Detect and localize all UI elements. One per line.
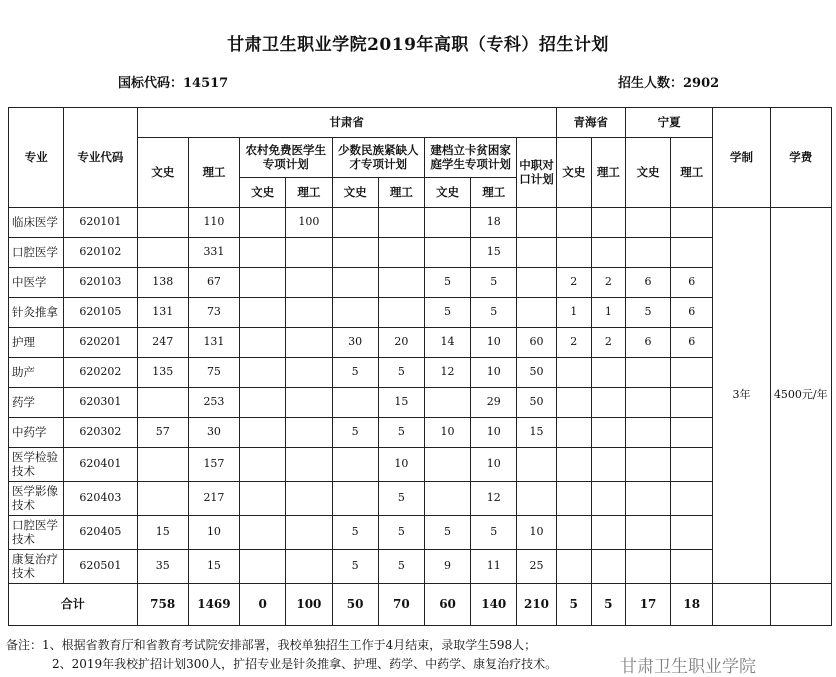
- cell: [240, 516, 286, 550]
- total-cell: 0: [240, 584, 286, 626]
- cell: [671, 208, 713, 238]
- cell: [332, 208, 378, 238]
- col-minority-li: 理工: [378, 178, 424, 208]
- cell: 131: [188, 328, 239, 358]
- cell: 50: [517, 358, 556, 388]
- col-rural-wen: 文史: [240, 178, 286, 208]
- cell: 15: [137, 516, 188, 550]
- col-vocational: 中职对口计划: [517, 138, 556, 208]
- cell: [517, 208, 556, 238]
- cell: [240, 388, 286, 418]
- col-rural: 农村免费医学生专项计划: [240, 138, 332, 178]
- cell: [625, 358, 670, 388]
- cell: [671, 418, 713, 448]
- total-cell: 17: [625, 584, 670, 626]
- cell: [556, 238, 591, 268]
- cell: [517, 448, 556, 482]
- col-minority-wen: 文史: [332, 178, 378, 208]
- cell: [517, 238, 556, 268]
- cell: 5: [424, 516, 470, 550]
- cell: [671, 550, 713, 584]
- cell: 5: [332, 358, 378, 388]
- cell: [424, 482, 470, 516]
- cell: 5: [378, 418, 424, 448]
- cell: 1: [556, 298, 591, 328]
- cell: [286, 358, 332, 388]
- cell: [240, 208, 286, 238]
- cell: 10: [517, 516, 556, 550]
- col-duration: 学制: [713, 108, 770, 208]
- major-code: 620403: [64, 482, 137, 516]
- col-code: 专业代码: [64, 108, 137, 208]
- major-name: 康复治疗技术: [9, 550, 64, 584]
- col-gansu-wen: 文史: [137, 138, 188, 208]
- cell: 110: [188, 208, 239, 238]
- cell: [556, 358, 591, 388]
- table-row: [9, 516, 832, 550]
- major-name: 医学影像技术: [9, 482, 64, 516]
- cell: 35: [137, 550, 188, 584]
- major-name: 中药学: [9, 418, 64, 448]
- col-poverty-li: 理工: [471, 178, 517, 208]
- cell: [286, 448, 332, 482]
- cell: [240, 238, 286, 268]
- cell: [332, 238, 378, 268]
- cell: 2: [591, 268, 625, 298]
- cell: 5: [378, 358, 424, 388]
- col-qinghai-wen: 文史: [556, 138, 591, 208]
- cell: 73: [188, 298, 239, 328]
- major-code: 620405: [64, 516, 137, 550]
- cell: [591, 388, 625, 418]
- cell: 10: [471, 328, 517, 358]
- cell: 5: [332, 550, 378, 584]
- col-gansu-li: 理工: [188, 138, 239, 208]
- cell: [591, 482, 625, 516]
- table-row: [9, 358, 832, 388]
- total-cell: 758: [137, 584, 188, 626]
- major-name: 临床医学: [9, 208, 64, 238]
- cell: [240, 268, 286, 298]
- enrollment-total: 招生人数：2902: [618, 76, 720, 91]
- total-cell: 5: [591, 584, 625, 626]
- cell: [240, 298, 286, 328]
- cell: [591, 208, 625, 238]
- col-qinghai: 青海省: [556, 108, 625, 138]
- cell: [378, 298, 424, 328]
- page-title: 甘肃卫生职业学院2019年高职（专科）招生计划: [227, 35, 609, 55]
- cell: 18: [471, 208, 517, 238]
- major-code: 620105: [64, 298, 137, 328]
- cell: 15: [188, 550, 239, 584]
- cell: 5: [471, 516, 517, 550]
- cell: 10: [188, 516, 239, 550]
- cell: [671, 238, 713, 268]
- cell: 50: [517, 388, 556, 418]
- cell: 30: [332, 328, 378, 358]
- col-rural-li: 理工: [286, 178, 332, 208]
- cell: [137, 208, 188, 238]
- cell: 15: [517, 418, 556, 448]
- cell: 5: [378, 482, 424, 516]
- cell: 67: [188, 268, 239, 298]
- major-name: 药学: [9, 388, 64, 418]
- table-row: [9, 208, 832, 238]
- major-code: 620102: [64, 238, 137, 268]
- cell: 6: [671, 268, 713, 298]
- table-row: [9, 388, 832, 418]
- total-cell: 50: [332, 584, 378, 626]
- cell: 2: [591, 328, 625, 358]
- table-row: [9, 448, 832, 482]
- major-name: 护理: [9, 328, 64, 358]
- cell: 1: [591, 298, 625, 328]
- cell: 75: [188, 358, 239, 388]
- note-line-1: 备注：1、根据省教育厅和省教育考试院安排部署，我校单独招生工作于4月结束，录取学生598人；: [6, 638, 537, 652]
- cell: [332, 388, 378, 418]
- cell: 15: [471, 238, 517, 268]
- cell: 5: [424, 298, 470, 328]
- col-poverty-wen: 文史: [424, 178, 470, 208]
- cell: [424, 448, 470, 482]
- cell: 30: [188, 418, 239, 448]
- cell: [556, 482, 591, 516]
- national-code: 国标代码：14517: [118, 76, 229, 91]
- cell: 247: [137, 328, 188, 358]
- cell: 6: [671, 298, 713, 328]
- cell: [332, 482, 378, 516]
- cell: 5: [471, 268, 517, 298]
- cell: [332, 268, 378, 298]
- cell: [556, 550, 591, 584]
- cell: 11: [471, 550, 517, 584]
- major-name: 中医学: [9, 268, 64, 298]
- cell: 5: [378, 550, 424, 584]
- total-cell: 140: [471, 584, 517, 626]
- cell: 157: [188, 448, 239, 482]
- tuition-cell: 4500元/年: [770, 208, 831, 584]
- major-code: 620302: [64, 418, 137, 448]
- major-name: 口腔医学: [9, 238, 64, 268]
- cell: [625, 388, 670, 418]
- col-ningxia-wen: 文史: [625, 138, 670, 208]
- cell: 6: [625, 268, 670, 298]
- cell: 100: [286, 208, 332, 238]
- cell: 57: [137, 418, 188, 448]
- total-cell: 70: [378, 584, 424, 626]
- major-code: 620101: [64, 208, 137, 238]
- total-label: 合计: [9, 584, 138, 626]
- cell: 5: [625, 298, 670, 328]
- cell: [671, 516, 713, 550]
- major-code: 620103: [64, 268, 137, 298]
- cell: [591, 448, 625, 482]
- cell: [625, 448, 670, 482]
- major-name: 针灸推拿: [9, 298, 64, 328]
- total-cell: 1469: [188, 584, 239, 626]
- cell: [240, 550, 286, 584]
- cell: [517, 482, 556, 516]
- total-cell: 60: [424, 584, 470, 626]
- watermark: 甘肃卫生职业学院: [620, 657, 756, 677]
- table-row: [9, 550, 832, 584]
- cell: 5: [471, 298, 517, 328]
- cell: 2: [556, 268, 591, 298]
- major-name: 助产: [9, 358, 64, 388]
- cell: [625, 482, 670, 516]
- cell: [517, 298, 556, 328]
- cell: 5: [378, 516, 424, 550]
- cell: [137, 388, 188, 418]
- cell: [137, 448, 188, 482]
- cell: [240, 328, 286, 358]
- col-tuition: 学费: [770, 108, 831, 208]
- cell: 12: [471, 482, 517, 516]
- cell: [286, 418, 332, 448]
- col-major: 专业: [9, 108, 64, 208]
- cell: [591, 358, 625, 388]
- cell: [591, 516, 625, 550]
- total-cell: 18: [671, 584, 713, 626]
- enrollment-plan-table: [8, 107, 832, 626]
- cell: [591, 550, 625, 584]
- cell: [378, 238, 424, 268]
- cell: 135: [137, 358, 188, 388]
- note-line-2: 2、2019年我校扩招计划300人，扩招专业是针灸推拿、护理、药学、中药学、康复治疗技术。: [52, 657, 558, 671]
- cell: 15: [378, 388, 424, 418]
- cell: [671, 358, 713, 388]
- cell: [671, 388, 713, 418]
- total-empty: [713, 584, 770, 626]
- cell: [378, 268, 424, 298]
- major-code: 620301: [64, 388, 137, 418]
- cell: [378, 208, 424, 238]
- cell: [332, 448, 378, 482]
- table-row: [9, 268, 832, 298]
- table-row: [9, 328, 832, 358]
- col-poverty: 建档立卡贫困家庭学生专项计划: [424, 138, 516, 178]
- cell: [517, 268, 556, 298]
- major-code: 620401: [64, 448, 137, 482]
- cell: 12: [424, 358, 470, 388]
- cell: 5: [424, 268, 470, 298]
- cell: [332, 298, 378, 328]
- cell: 10: [471, 418, 517, 448]
- cell: [137, 238, 188, 268]
- cell: [286, 238, 332, 268]
- cell: 5: [332, 516, 378, 550]
- table-row: [9, 238, 832, 268]
- cell: [591, 238, 625, 268]
- major-code: 620202: [64, 358, 137, 388]
- table-row: [9, 298, 832, 328]
- cell: [137, 482, 188, 516]
- total-cell: 100: [286, 584, 332, 626]
- cell: [625, 208, 670, 238]
- cell: [556, 208, 591, 238]
- major-name: 医学检验技术: [9, 448, 64, 482]
- cell: [286, 268, 332, 298]
- cell: [424, 208, 470, 238]
- major-code: 620501: [64, 550, 137, 584]
- cell: [556, 516, 591, 550]
- col-qinghai-li: 理工: [591, 138, 625, 208]
- cell: [625, 516, 670, 550]
- cell: [286, 298, 332, 328]
- cell: 25: [517, 550, 556, 584]
- cell: [240, 358, 286, 388]
- cell: [240, 448, 286, 482]
- major-code: 620201: [64, 328, 137, 358]
- cell: [424, 388, 470, 418]
- cell: [556, 388, 591, 418]
- cell: 9: [424, 550, 470, 584]
- cell: 5: [332, 418, 378, 448]
- cell: [240, 418, 286, 448]
- cell: 331: [188, 238, 239, 268]
- cell: 6: [625, 328, 670, 358]
- cell: [556, 448, 591, 482]
- cell: [625, 418, 670, 448]
- cell: 138: [137, 268, 188, 298]
- cell: [286, 328, 332, 358]
- cell: 20: [378, 328, 424, 358]
- cell: [424, 238, 470, 268]
- col-ningxia-li: 理工: [671, 138, 713, 208]
- cell: 253: [188, 388, 239, 418]
- col-ningxia: 宁夏: [625, 108, 712, 138]
- cell: 10: [471, 358, 517, 388]
- major-name: 口腔医学技术: [9, 516, 64, 550]
- table-row: [9, 482, 832, 516]
- cell: [671, 448, 713, 482]
- cell: 6: [671, 328, 713, 358]
- total-cell: 210: [517, 584, 556, 626]
- cell: 10: [471, 448, 517, 482]
- cell: [286, 482, 332, 516]
- cell: [671, 482, 713, 516]
- cell: [240, 482, 286, 516]
- total-row: [9, 584, 832, 626]
- cell: 2: [556, 328, 591, 358]
- total-cell: 5: [556, 584, 591, 626]
- total-empty: [770, 584, 831, 626]
- cell: 14: [424, 328, 470, 358]
- cell: [625, 550, 670, 584]
- cell: 10: [378, 448, 424, 482]
- cell: [286, 388, 332, 418]
- cell: 131: [137, 298, 188, 328]
- duration-cell: 3年: [713, 208, 770, 584]
- cell: 217: [188, 482, 239, 516]
- cell: 29: [471, 388, 517, 418]
- cell: [625, 238, 670, 268]
- cell: [556, 418, 591, 448]
- cell: 60: [517, 328, 556, 358]
- cell: [286, 550, 332, 584]
- col-gansu: 甘肃省: [137, 108, 556, 138]
- cell: 10: [424, 418, 470, 448]
- col-minority: 少数民族紧缺人才专项计划: [332, 138, 424, 178]
- table-row: [9, 418, 832, 448]
- cell: [286, 516, 332, 550]
- cell: [591, 418, 625, 448]
